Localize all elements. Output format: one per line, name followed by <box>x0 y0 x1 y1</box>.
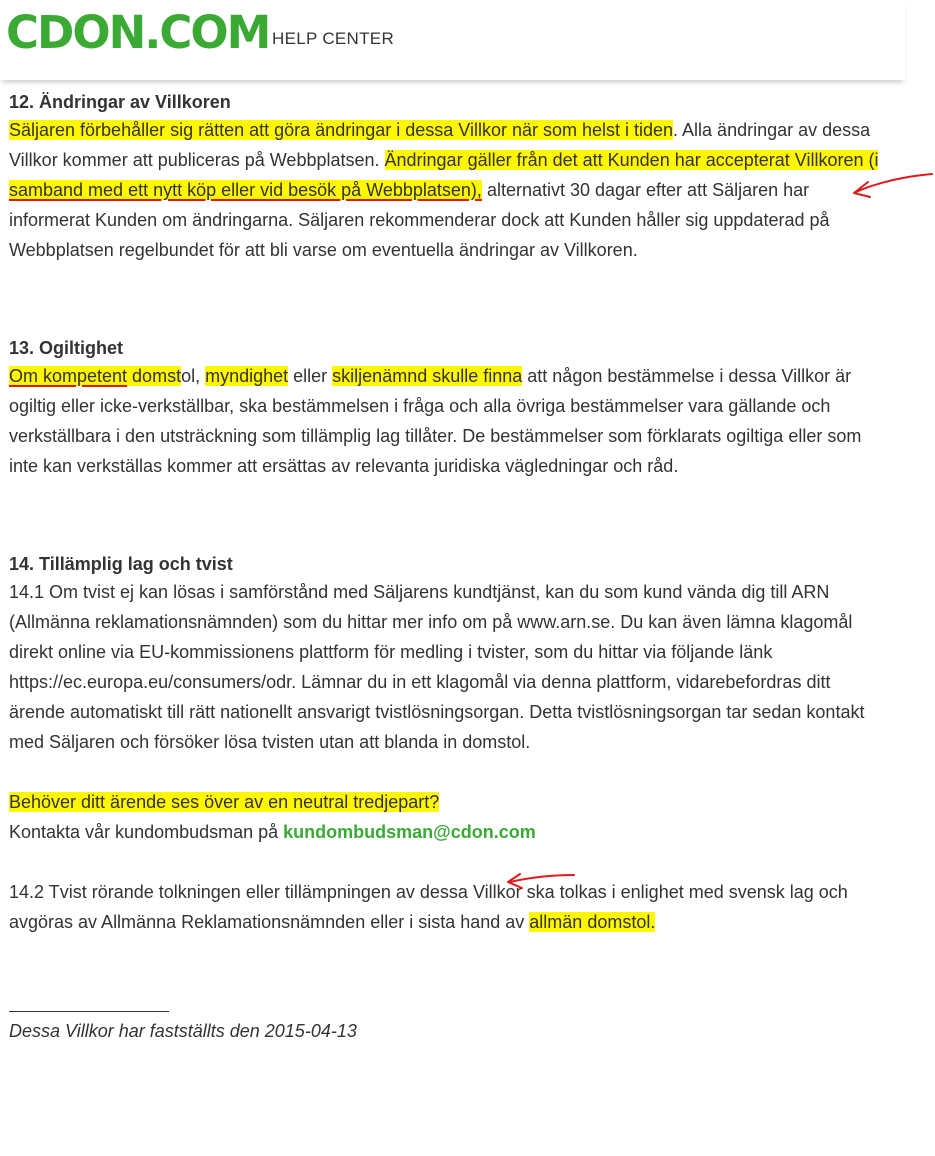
highlight: allmän domstol. <box>529 912 656 932</box>
terms-content <box>9 92 889 1046</box>
help-center-label[interactable]: HELP CENTER <box>272 29 395 48</box>
ombudsman-email-link[interactable]: kundombudsman@cdon.com <box>283 822 536 842</box>
highlight: domst <box>127 366 182 386</box>
cdon-logo[interactable]: CDON.COM <box>6 6 270 59</box>
ombudsman-question <box>9 787 889 817</box>
section-14-1-text: 14.1 Om tvist ej kan lösas i samförstånd med Säljarens kundtjänst, kan du som kund vända dig till ARN (Allmänna reklamationsnämnden) som du hittar mer info om på www.arn.se. Du kan även lämna klagomål direkt online via EU-kommissionens plattform för medling i tvister, som du hittar via följande länk https://ec.europa.eu/consumers/odr. Lämnar du in ett klagomål via denna plattform, vidarebefordras ditt ärende automatiskt till rätt nationellt ansvarigt tvistlösningsorgan. Detta tvistlösningsorgan tar sedan kontakt med Säljaren och försöker lösa tvisten utan att blanda in domstol. <box>9 582 865 752</box>
section-13-heading: 13. Ogiltighet <box>9 338 124 358</box>
footnote-divider <box>9 1011 169 1012</box>
annotation-arrow-icon <box>848 168 935 204</box>
annotation-arrow-icon <box>504 868 578 892</box>
text: alternativt 30 dagar efter att Säljaren har informerat Kunden om ändringarna. Säljaren rekommenderar dock att Kunden håller sig uppdaterad på Webbplatsen regelbundet för att bli varse om eventuella ändringar av Villkoren. <box>9 180 830 260</box>
text: eller <box>288 366 333 386</box>
highlight-underlined: samband med ett nytt köp eller vid besök på Webbplatsen), <box>9 180 482 200</box>
text: Kontakta vår kundombudsman på <box>9 822 284 842</box>
highlight: skiljenämnd skulle finna <box>332 366 523 386</box>
text: 14.2 Tvist rörande tolkningen eller tillämpningen av dessa Villkor ska tolkas i enlighet med svensk lag och avgöras av Allmänna Reklamationsnämnden eller i sista hand av <box>9 882 848 932</box>
section-12-heading: 12. Ändringar av Villkoren <box>9 92 231 112</box>
terms-date-note: Dessa Villkor har fastställts den 2015-04-13 <box>9 1021 357 1041</box>
section-12-text <box>9 115 889 265</box>
section-14-2-text <box>9 877 889 937</box>
ombudsman-contact <box>9 817 889 847</box>
section-14-heading: 14. Tillämplig lag och tvist <box>9 554 233 574</box>
site-header <box>0 0 905 80</box>
text: att någon bestämmelse i dessa Villkor är ogiltig eller icke-verkställbar, ska bestämmelsen i fråga och alla övriga bestämmelser vara gällande och verkställbara i den utsträckning som tillämplig lag tillåter. De bestämmelser som förklarats ogiltiga eller som inte kan verkställas kommer att ersättas av relevanta juridiska vägledningar och råd. <box>9 366 862 476</box>
highlight: Ändringar gäller från det att Kunden har accepterat Villkoren (i <box>384 150 879 170</box>
highlight: myndighet <box>205 366 289 386</box>
highlight: Säljaren förbehåller sig rätten att göra ändringar i dessa Villkor när som helst i tiden <box>9 120 674 140</box>
highlight: Behöver ditt ärende ses över av en neutral tredjepart? <box>9 792 440 812</box>
highlight-underlined: Om kompetent <box>9 366 128 386</box>
text: ol, <box>181 366 206 386</box>
section-13-text <box>9 361 889 481</box>
text: . Alla ändringar av dessa Villkor kommer att publiceras på Webbplatsen. <box>9 120 871 170</box>
